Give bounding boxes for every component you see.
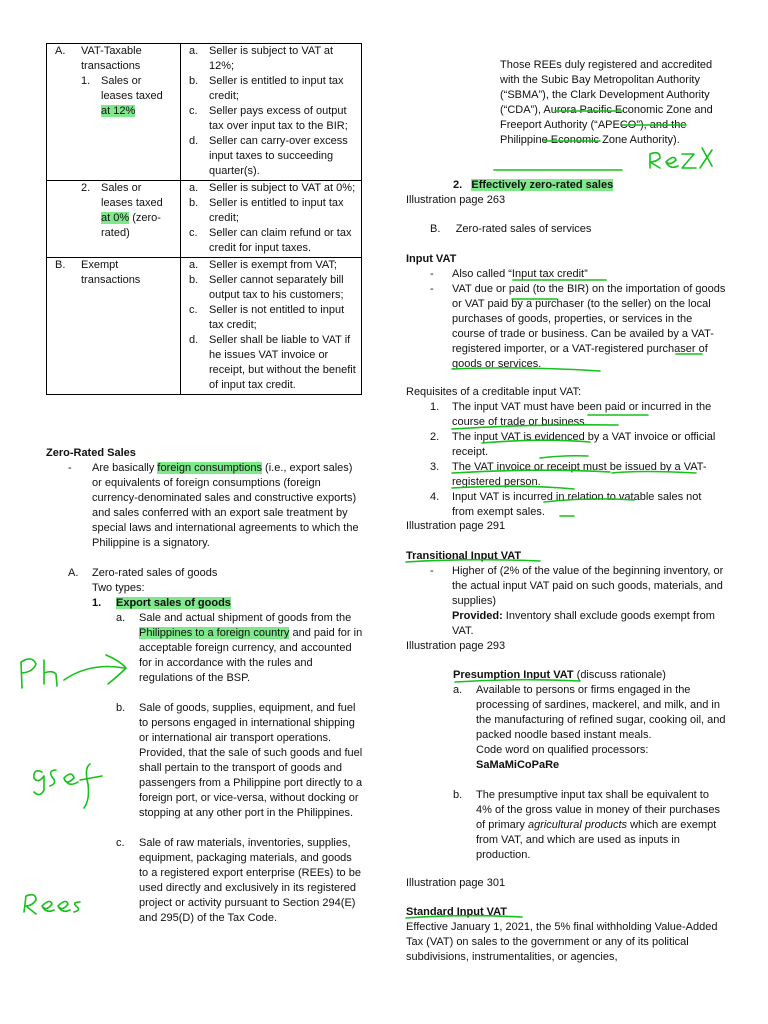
requisites-heading: Requisites of a creditable input VAT: [406,386,582,398]
effectively-zero-rated-heading: 2. Effectively zero-rated sales [453,179,614,191]
table-cell-category: 2. Sales or leases taxed at 0% (zero- rated) [47,181,181,258]
list-item: c. Sale of raw materials, inventories, supplies, equipment, packaging materials, and goods to a registered export enterprise (REEs) to be used directly and exclusively in its registered project or activity pursuant to Section 294(E) and 295(D) of the Tax Code. [116,837,361,924]
row-label: Exempt [81,259,119,271]
list-item: 2. The input VAT is evidenced by a VAT invoice or official receipt. [430,431,716,458]
illustration-ref: Illustration page 291 [406,520,506,532]
list-item: a. Seller is subject to VAT at 0%; [189,182,356,194]
list-item: b. The presumptive input tax shall be equivalent to 4% of the gross value in money of their purchases of primary agricultural products which are exempt from VAT, and which are used as inputs in production. [453,789,720,861]
list-item: 4. Input VAT is incurred in relation to vatable sales not from exempt sales. [430,491,702,518]
standard-heading: Standard Input VAT [406,906,508,918]
presumption-heading: Presumption Input VAT (discuss rationale) [453,669,666,681]
row-label: VAT-Taxable [81,45,142,57]
handwritten-rees [24,895,80,914]
highlighted-rate: at 12% [101,105,136,117]
list-item: - VAT due or paid (to the BIR) on the importation of goods or VAT paid by a purchaser (to the seller) on the local purchases of goods, properties, or services in the course of trade or business. Can be availed by a VAT-registered importer, or a VAT-registered purchaser of goods or services. [430,283,726,370]
row-marker: B. [55,259,66,271]
zero-rated-heading: Zero-Rated Sales [46,447,136,459]
code-word: SaMaMiCoPaRe [476,759,560,771]
provided-note: Provided: Inventory shall exclude goods exempt from VAT. [452,610,715,637]
two-types-label: Two types: [92,582,145,594]
highlighted-rate: at 0% [101,212,130,224]
row-marker: 1. [81,75,91,87]
list-item: a. Seller is subject to VAT at 12%; [189,45,334,72]
list-item: c. Seller pays excess of output tax over input tax to the BIR; [189,105,348,132]
list-item: - Higher of (2% of the value of the beginning inventory, or the actual input VAT paid on such goods, materials, and supplies) [430,565,724,607]
section-a-title: A. Zero-rated sales of goods [68,567,218,579]
list-item: d. Seller can carry-over excess input taxes to succeeding quarter(s). [189,135,348,177]
arrow-icon [64,655,126,684]
row-label: transactions [81,274,141,286]
list-item: a. Available to persons or firms engaged in the processing of sardines, mackerel, and milk, and in the manufacturing of refined sugar, cooking oil, and packed noodle based instant meals. Code word on qualified processors: SaMaMiCoPaRe [453,684,726,771]
handwritten-rezx [650,148,712,168]
row-label: leases taxed [101,90,163,102]
list-item: c. Seller can claim refund or tax credit for input taxes. [189,227,352,254]
code-word-label: Code word on qualified processors: [476,744,649,756]
highlighted-phrase: foreign consumptions [157,462,262,474]
list-item: a. Sale and actual shipment of goods from the Philippines to a foreign country and paid for in acceptable foreign currency, and accounted for in accordance with the rules and regulations of the BSP. [116,612,363,684]
list-item: b. Sale of goods, supplies, equipment, and fuel to persons engaged in international shipping or international air transport operations. Provided, that the sale of such goods and fuel shall pertain to the transport of goods and passengers from a Philippine port directly to a foreign port, or vice-versa, without docking or stopping at any other port in the Philippines. [116,702,363,819]
rees-paragraph: Those REEs duly registered and accredited with the Subic Bay Metropolitan Authority (“SBMA”), the Clark Development Authority (“CDA”), Aurora Pacific Economic Zone and Freeport Authority (“APECO”), and the Philippine Economic Zone Authority). [500,59,713,146]
illustration-ref: Illustration page 263 [406,194,506,206]
standard-paragraph: Effective January 1, 2021, the 5% final withholding Value-Added Tax (VAT) on sales to the government or any of its political subdivisions, instrumentalities, or agencies, [406,921,718,963]
row-label: Sales or [101,75,142,87]
transitional-heading: Transitional Input VAT [406,550,522,562]
list-item: a. Seller is exempt from VAT; [189,259,337,271]
list-item: 1. The input VAT must have been paid or incurred in the course of trade or business. [430,401,712,428]
illustration-ref: Illustration page 293 [406,640,506,652]
row-label: rated) [101,227,130,239]
list-item: c. Seller is not entitled to input tax credit; [189,304,345,331]
row-label: leases taxed [101,197,163,209]
row-label: Sales or [101,182,142,194]
highlighted-phrase: Philippines to a foreign country [139,627,290,639]
list-item: b. Seller is entitled to input tax credit; [189,197,344,224]
handwritten-gsef [34,764,102,808]
row-label: transactions [81,60,141,72]
list-item: d. Seller shall be liable to VAT if he issues VAT invoice or receipt, but without the benefit of input tax credit. [189,334,356,391]
list-item: 3. The VAT invoice or receipt must be issued by a VAT-registered person. [430,461,707,488]
section-b-title: B. Zero-rated sales of services [430,223,592,235]
list-item: - Also called “Input tax credit” [430,268,588,280]
list-item: - Are basically foreign consumptions (i.e., export sales) or equivalents of foreign consumptions (foreign currency-denominated sales and constructive exports) and sales conferred with an export sale treatment by special laws and international agreements to which the Philippine is a signatory. [68,462,359,549]
export-sales-heading: 1. Export sales of goods [92,597,231,609]
list-item: b. Seller is entitled to input tax credit; [189,75,344,102]
input-vat-heading: Input VAT [406,253,457,265]
handwritten-ph [21,659,57,688]
list-item: b. Seller cannot separately bill output tax to his customers; [189,274,344,301]
row-marker: A. [55,45,66,57]
row-marker: 2. [81,182,91,194]
illustration-ref: Illustration page 301 [406,877,506,889]
